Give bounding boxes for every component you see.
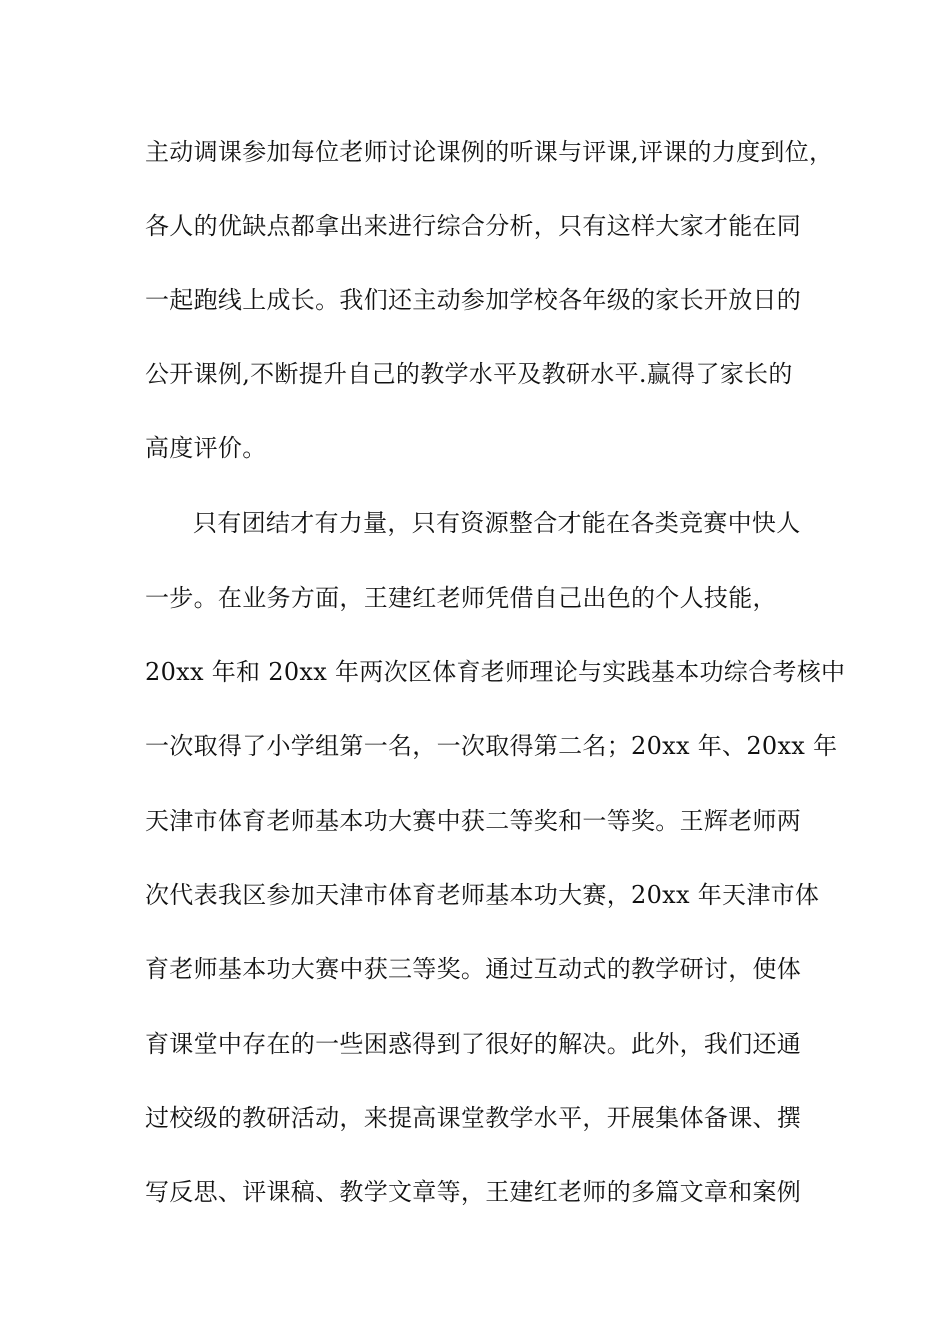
paragraph-1-line-3: 一起跑线上成长。我们还主动参加学校各年级的家长开放日的 bbox=[145, 286, 802, 314]
paragraph-2-line-1: 只有团结才有力量，只有资源整合才能在各类竞赛中快人 bbox=[193, 509, 801, 537]
paragraph-1-line-4: 公开课例,不断提升自己的教学水平及教研水平.赢得了家长的 bbox=[145, 360, 793, 388]
paragraph-2-line-3: 20xx 年和 20xx 年两次区体育老师理论与实践基本功综合考核中 bbox=[145, 658, 846, 686]
paragraph-2-line-6: 次代表我区参加天津市体育老师基本功大赛，20xx 年天津市体 bbox=[145, 881, 820, 909]
paragraph-2-line-7: 育老师基本功大赛中获三等奖。通过互动式的教学研讨，使体 bbox=[145, 955, 802, 983]
paragraph-1-line-2: 各人的优缺点都拿出来进行综合分析，只有这样大家才能在同 bbox=[145, 212, 802, 240]
paragraph-2-line-2: 一步。在业务方面，王建红老师凭借自己出色的个人技能， bbox=[145, 584, 777, 612]
paragraph-2-line-5: 天津市体育老师基本功大赛中获二等奖和一等奖。王辉老师两 bbox=[145, 807, 802, 835]
paragraph-1-line-5: 高度评价。 bbox=[145, 434, 267, 462]
paragraph-1-line-1: 主动调课参加每位老师讨论课例的听课与评课,评课的力度到位， bbox=[145, 138, 834, 166]
paragraph-2-line-9: 过校级的教研活动，来提高课堂教学水平，开展集体备课、撰 bbox=[145, 1104, 802, 1132]
paragraph-2-line-10: 写反思、评课稿、教学文章等，王建红老师的多篇文章和案例 bbox=[145, 1178, 802, 1206]
paragraph-2-line-4: 一次取得了小学组第一名，一次取得第二名；20xx 年、20xx 年 bbox=[145, 732, 838, 760]
paragraph-2-line-8: 育课堂中存在的一些困惑得到了很好的解决。此外，我们还通 bbox=[145, 1030, 802, 1058]
